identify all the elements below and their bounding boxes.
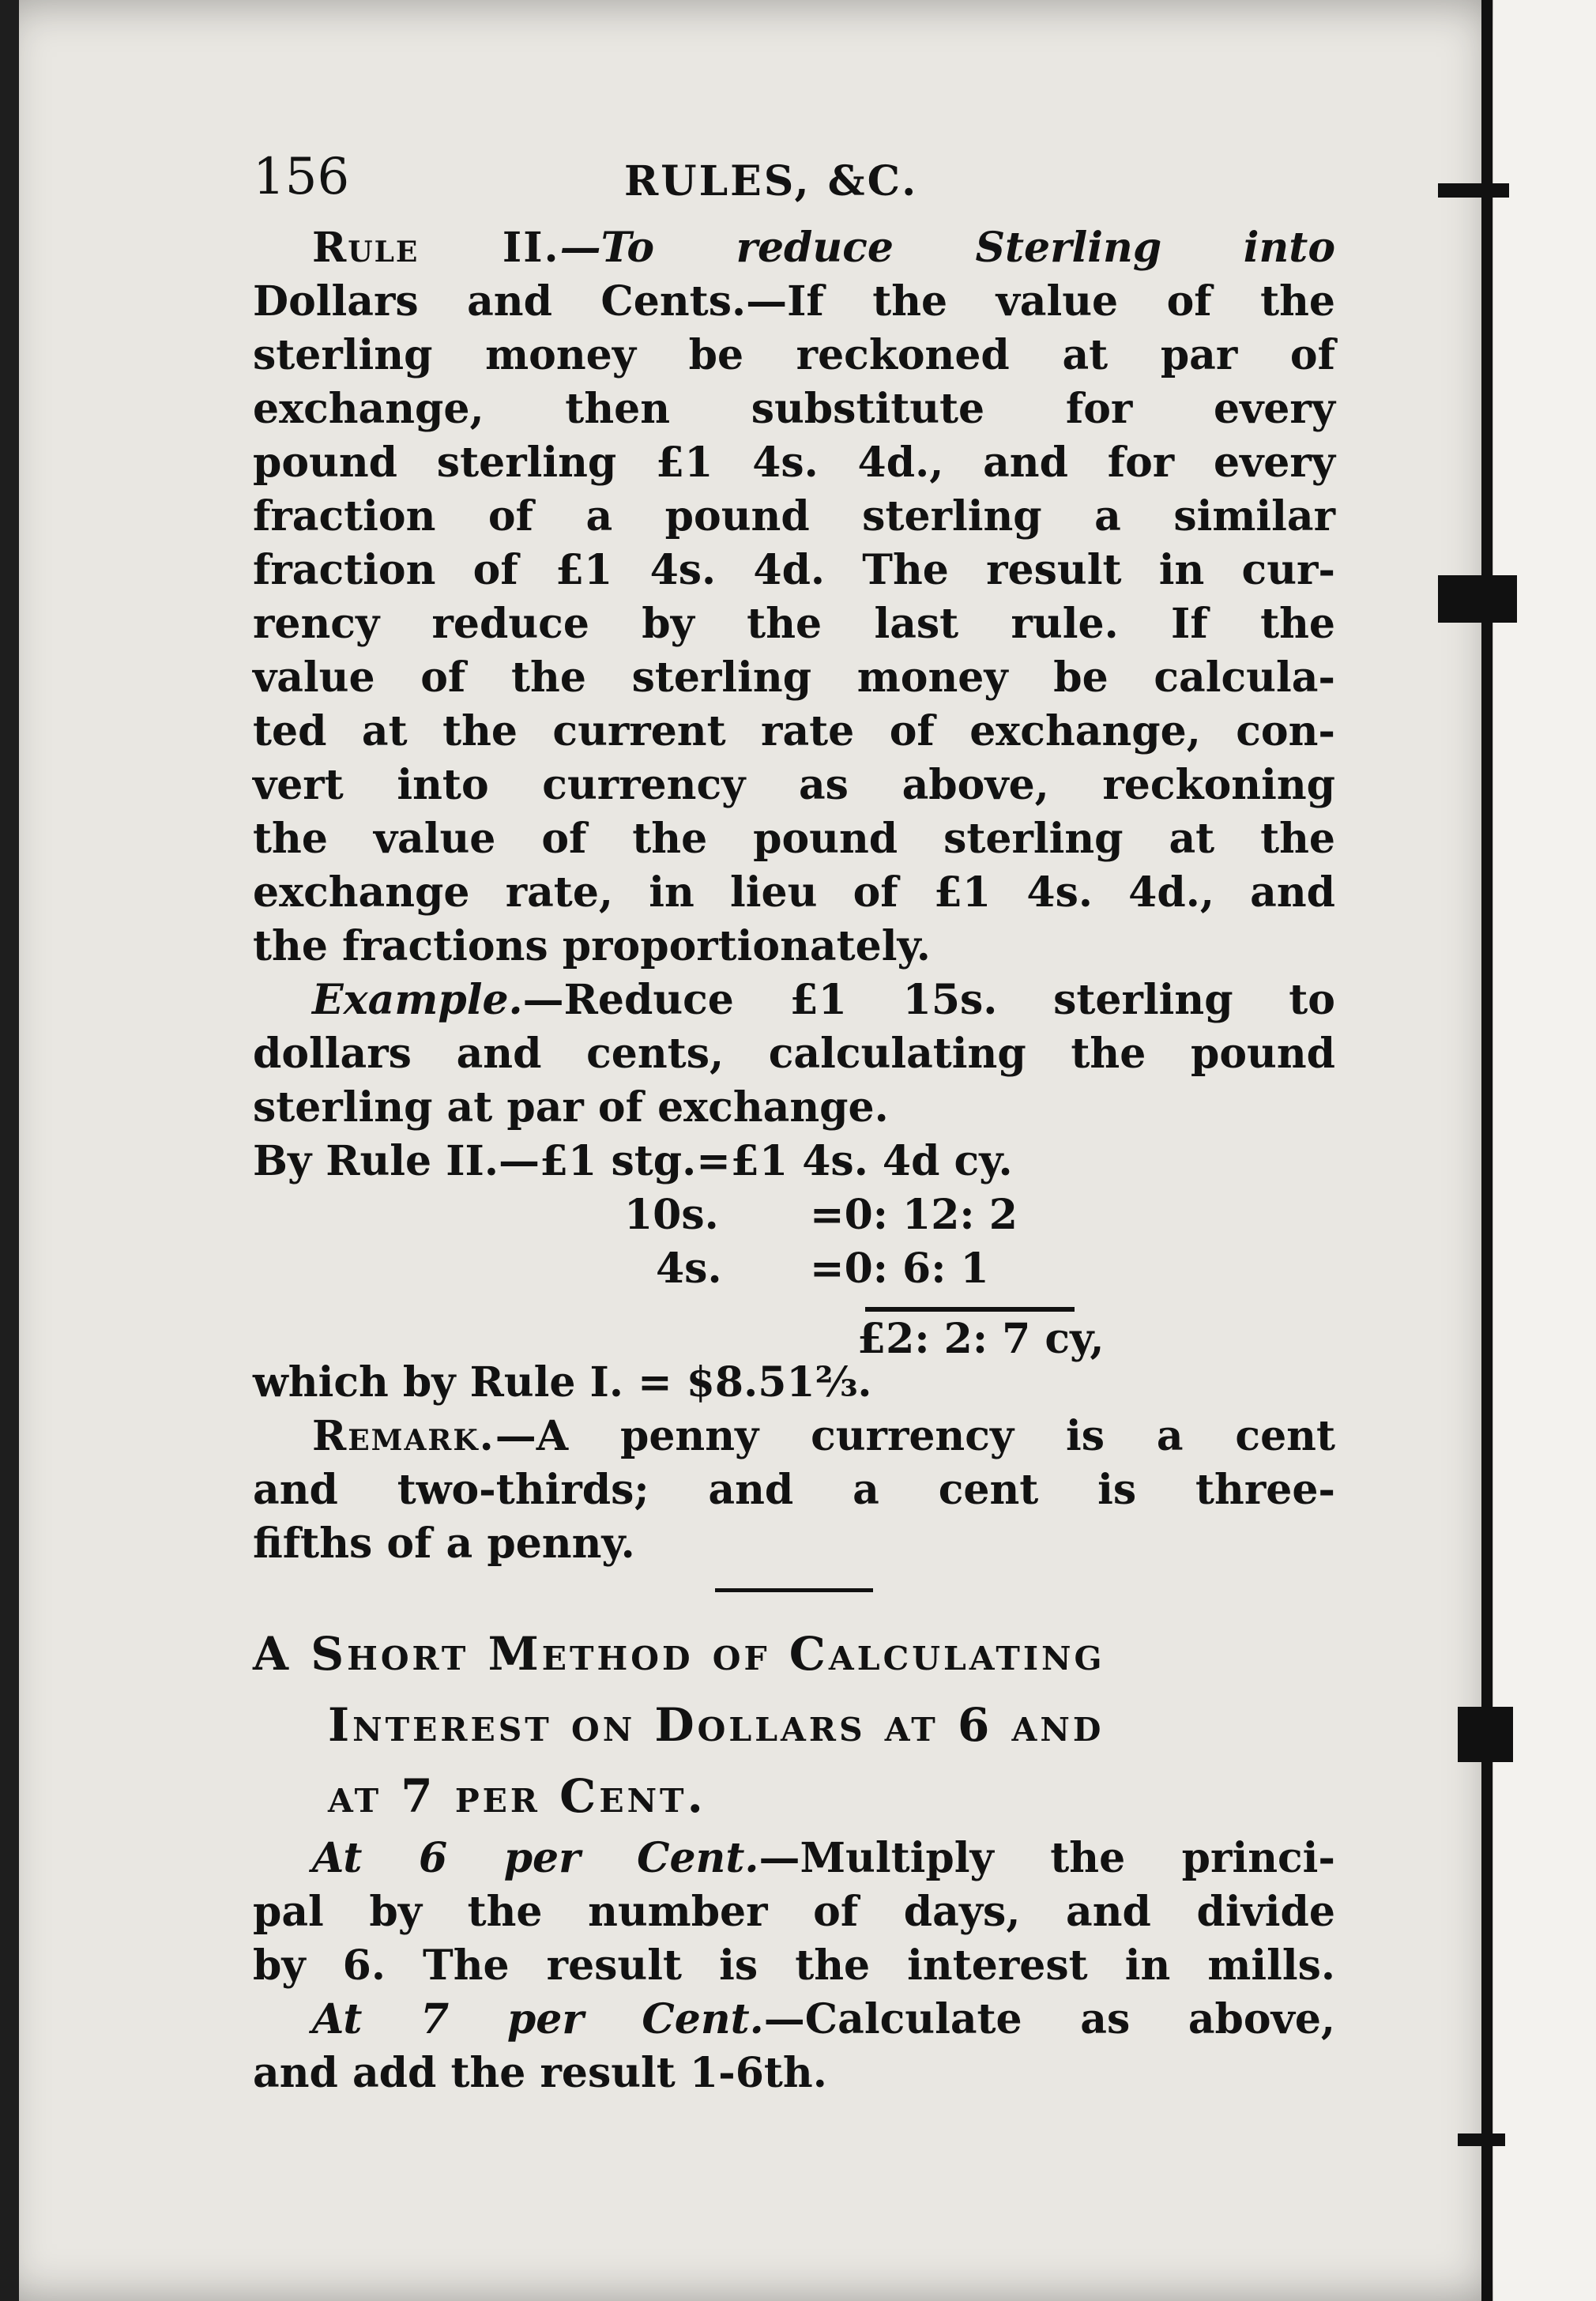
binding-stitch bbox=[1458, 2133, 1505, 2146]
heading-line: A Short Method of Calculating bbox=[253, 1627, 1105, 1681]
text-line bbox=[253, 221, 1335, 275]
running-title: RULES, &C. bbox=[624, 157, 919, 205]
calc-row-value: =0: 6: 1 bbox=[810, 1245, 989, 1293]
six-percent-paragraph bbox=[253, 1832, 1335, 1993]
page-number: 156 bbox=[253, 148, 350, 206]
text-line: the value of the pound sterling at the bbox=[253, 815, 1335, 863]
binding-stitch bbox=[1458, 1707, 1513, 1762]
rule-title: —To reduce Sterling into bbox=[559, 224, 1335, 272]
example-text: —Reduce £1 15s. sterling to bbox=[522, 976, 1335, 1024]
calc-result bbox=[253, 1356, 1335, 1410]
section-divider-wrap bbox=[253, 1571, 1335, 1602]
section-divider bbox=[715, 1588, 873, 1592]
text-line bbox=[253, 974, 1335, 1027]
remark-paragraph bbox=[253, 1410, 1335, 1571]
example-paragraph bbox=[253, 974, 1335, 1135]
six-percent-text: —Multiply the princi- bbox=[758, 1834, 1336, 1882]
binding-stitch bbox=[1438, 575, 1517, 623]
text-line bbox=[253, 1832, 1335, 1885]
binding-spine bbox=[1481, 0, 1492, 2301]
page-content bbox=[253, 150, 1335, 2100]
text-line: which by Rule I. = $8.51⅔. bbox=[253, 1358, 872, 1407]
remark-label: Remark. bbox=[312, 1412, 495, 1460]
text-line: pound sterling £1 4s. 4d., and for every bbox=[253, 439, 1335, 487]
calc-row-value: =0: 12: 2 bbox=[810, 1191, 1018, 1239]
text-line: fraction of £1 4s. 4d. The result in cur- bbox=[253, 546, 1335, 594]
remark-text: —A penny currency is a cent bbox=[495, 1412, 1335, 1460]
text-line: dollars and cents, calculating the pound bbox=[253, 1030, 1335, 1078]
text-line: and add the result 1-6th. bbox=[253, 2049, 827, 2097]
text-line: pal by the number of days, and divide bbox=[253, 1888, 1335, 1936]
calc-total: £2: 2: 7 cy, bbox=[857, 1315, 1105, 1363]
sum-rule bbox=[865, 1307, 1075, 1312]
page-right-margin bbox=[1493, 0, 1596, 2301]
calc-row-label: 4s. bbox=[656, 1245, 722, 1293]
text-line: and two-thirds; and a cent is three- bbox=[253, 1466, 1335, 1514]
text-line bbox=[253, 1410, 1335, 1463]
rule-label: Rule II. bbox=[312, 224, 560, 272]
text-line: value of the sterling money be calcula- bbox=[253, 653, 1335, 702]
text-line: Dollars and Cents.—If the value of the bbox=[253, 277, 1335, 326]
example-label: Example. bbox=[312, 976, 523, 1024]
text-line: sterling money be reckoned at par of bbox=[253, 331, 1335, 379]
text-line: the fractions proportionately. bbox=[253, 922, 931, 970]
text-line: fraction of a pound sterling a similar bbox=[253, 492, 1335, 540]
text-line bbox=[253, 1993, 1335, 2047]
calculation-block bbox=[253, 1135, 1335, 1363]
six-percent-label: At 6 per Cent. bbox=[312, 1834, 759, 1882]
page-left-shadow bbox=[0, 0, 19, 2301]
seven-percent-paragraph bbox=[253, 1993, 1335, 2100]
text-line: rency reduce by the last rule. If the bbox=[253, 600, 1335, 648]
rule-two-paragraph bbox=[253, 221, 1335, 974]
text-line: sterling at par of exchange. bbox=[253, 1083, 889, 1132]
section-heading bbox=[253, 1618, 1335, 1832]
calc-row-label: 10s. bbox=[624, 1191, 719, 1239]
text-line: exchange, then substitute for every bbox=[253, 385, 1335, 433]
text-line: vert into currency as above, reckoning bbox=[253, 761, 1335, 809]
seven-percent-text: —Calculate as above, bbox=[763, 1995, 1336, 2043]
binding-stitch bbox=[1438, 183, 1509, 198]
calc-row: By Rule II.—£1 stg.=£1 4s. 4d cy. bbox=[253, 1137, 1013, 1185]
heading-line: at 7 per Cent. bbox=[328, 1769, 706, 1823]
heading-line: Interest on Dollars at 6 and bbox=[328, 1698, 1105, 1752]
seven-percent-label: At 7 per Cent. bbox=[312, 1995, 764, 2043]
text-line: by 6. The result is the interest in mills. bbox=[253, 1941, 1335, 1990]
text-line: ted at the current rate of exchange, con- bbox=[253, 707, 1335, 755]
text-line: exchange rate, in lieu of £1 4s. 4d., and bbox=[253, 868, 1335, 917]
page-header bbox=[253, 150, 1335, 221]
text-line: fifths of a penny. bbox=[253, 1520, 635, 1568]
